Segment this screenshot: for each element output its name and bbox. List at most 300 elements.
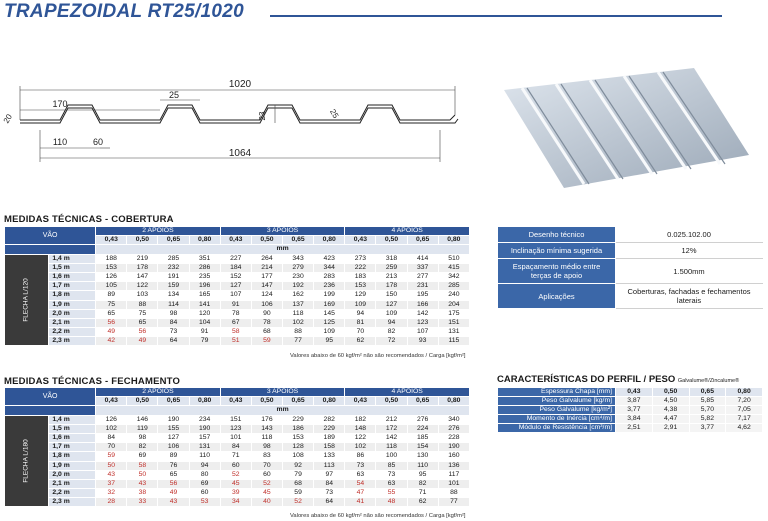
load-value: 166 [407,300,438,309]
load-value: 283 [314,272,345,281]
load-value: 214 [251,263,282,272]
flecha-text: FLECHA L/120 [22,278,30,322]
load-value: 42 [96,337,127,346]
fechamento-table [4,387,470,507]
load-value: 41 [345,498,376,507]
load-value: 110 [189,452,220,461]
thickness-cell: 0,65 [407,236,438,245]
load-value: 152 [220,272,251,281]
spec-key: Aplicações [498,284,616,309]
load-value: 153 [345,282,376,291]
load-value: 34 [220,498,251,507]
load-value: 110 [407,461,438,470]
load-value: 157 [189,433,220,442]
char-value: 7,17 [726,415,763,424]
load-value: 219 [127,254,158,263]
char-column: 0,43 [616,388,653,397]
supports-header: 3 APOIOS [220,227,345,236]
span-label: 1,4 m [49,415,96,424]
thickness-cell: 0,65 [407,397,438,406]
thickness-cell: 0,80 [189,397,220,406]
load-value: 81 [345,318,376,327]
span-label: 1,6 m [49,272,96,281]
characteristics-material: Galvalume®/Zincalume® [677,378,740,384]
load-value: 351 [189,254,220,263]
load-value: 285 [438,282,469,291]
load-value: 162 [283,291,314,300]
char-row [498,424,763,433]
load-value: 236 [314,282,345,291]
table-row [5,424,470,433]
load-value: 77 [283,337,314,346]
load-value: 53 [189,498,220,507]
char-column: 0,80 [726,388,763,397]
char-row [498,415,763,424]
load-value: 137 [283,300,314,309]
load-value: 98 [251,443,282,452]
supports-header: 4 APOIOS [345,227,470,236]
span-label: 1,8 m [49,452,96,461]
header-row [5,388,470,397]
supports-header: 3 APOIOS [220,388,345,397]
thickness-cell: 0,80 [438,397,469,406]
load-value: 279 [283,263,314,272]
load-value: 143 [251,424,282,433]
load-value: 56 [158,479,189,488]
load-value: 318 [376,254,407,263]
span-label: 1,6 m [49,433,96,442]
product-photo [494,60,760,194]
char-value: 5,82 [689,415,726,424]
char-label: Módulo de Resistência [cm³/m] [498,424,616,433]
load-value: 71 [407,489,438,498]
load-value: 73 [345,461,376,470]
load-value: 108 [283,452,314,461]
load-value: 199 [314,291,345,300]
thickness-cell: 0,50 [376,236,407,245]
table-row [5,470,470,479]
load-value: 77 [438,498,469,507]
char-row [498,406,763,415]
thickness-cell: 0,43 [96,397,127,406]
load-value: 114 [158,300,189,309]
load-value: 78 [220,309,251,318]
load-value: 147 [127,272,158,281]
load-value: 69 [189,479,220,488]
char-value: 3,87 [616,397,653,406]
load-value: 151 [438,318,469,327]
table-row [5,263,470,272]
fechamento-heading: MEDIDAS TÉCNICAS - FECHAMENTO [4,376,181,387]
load-value: 70 [96,443,127,452]
spec-row [498,227,763,243]
load-value: 178 [376,282,407,291]
load-value: 62 [407,498,438,507]
load-value: 123 [220,424,251,433]
span-label: 1,4 m [49,254,96,263]
load-value: 95 [407,470,438,479]
load-value: 45 [220,479,251,488]
load-value: 83 [251,452,282,461]
table-row [5,291,470,300]
thickness-cell: 0,65 [158,236,189,245]
flecha-text: FLECHA L/180 [22,439,30,483]
load-value: 103 [127,291,158,300]
load-value: 90 [251,309,282,318]
thickness-cell: 0,80 [438,236,469,245]
load-value: 101 [220,433,251,442]
load-value: 113 [314,461,345,470]
cobertura-note: Valores abaixo de 60 kgf/m² não são recomendados / Carga [kgf/m²] [290,353,466,359]
load-value: 148 [345,424,376,433]
load-value: 196 [189,282,220,291]
span-label: 2,1 m [49,479,96,488]
thickness-cell: 0,80 [314,236,345,245]
load-value: 94 [345,309,376,318]
load-value: 158 [314,443,345,452]
load-value: 93 [407,337,438,346]
load-value: 276 [407,415,438,424]
thickness-cell: 0,50 [376,397,407,406]
unit-row [5,406,470,415]
load-value: 100 [376,452,407,461]
load-value: 73 [376,470,407,479]
table-row [5,272,470,281]
thickness-cell: 0,65 [283,397,314,406]
load-value: 60 [251,470,282,479]
char-value: 3,77 [689,424,726,433]
load-value: 109 [376,309,407,318]
load-value: 190 [438,443,469,452]
load-value: 127 [376,300,407,309]
span-label: 2,2 m [49,328,96,337]
load-value: 222 [345,263,376,272]
load-value: 94 [376,318,407,327]
load-value: 59 [251,337,282,346]
load-value: 106 [158,443,189,452]
load-value: 73 [314,489,345,498]
load-value: 130 [407,452,438,461]
load-value: 55 [376,489,407,498]
load-value: 191 [158,272,189,281]
header-row [5,227,470,236]
load-value: 28 [96,498,127,507]
load-value: 286 [189,263,220,272]
load-value: 154 [407,443,438,452]
load-value: 142 [407,309,438,318]
load-value: 52 [283,498,314,507]
load-value: 190 [189,424,220,433]
load-value: 75 [127,309,158,318]
load-value: 415 [438,263,469,272]
load-value: 126 [96,272,127,281]
load-value: 60 [220,461,251,470]
load-value: 109 [345,300,376,309]
load-value: 177 [251,272,282,281]
profile-line [20,105,455,120]
char-value: 3,84 [616,415,653,424]
load-value: 48 [376,498,407,507]
load-value: 136 [438,461,469,470]
load-value: 122 [345,433,376,442]
load-value: 273 [345,254,376,263]
thickness-cell: 0,80 [314,397,345,406]
spec-key: Espaçamento médio entre terças de apoio [498,259,616,284]
load-value: 189 [314,433,345,442]
table-row [5,254,470,263]
spec-key: Desenho técnico [498,227,616,243]
load-value: 82 [376,328,407,337]
load-value: 50 [96,461,127,470]
load-value: 63 [376,479,407,488]
load-value: 337 [407,263,438,272]
thickness-cell: 0,43 [345,236,376,245]
table-row [5,498,470,507]
load-value: 85 [376,461,407,470]
load-value: 84 [314,479,345,488]
load-value: 277 [407,272,438,281]
load-value: 91 [220,300,251,309]
load-value: 65 [127,318,158,327]
thickness-cell: 0,43 [220,236,251,245]
load-value: 88 [438,489,469,498]
load-value: 70 [251,461,282,470]
load-value: 285 [158,254,189,263]
load-value: 79 [283,470,314,479]
load-value: 240 [438,291,469,300]
load-value: 276 [438,424,469,433]
supports-header: 2 APOIOS [96,227,221,236]
load-value: 134 [158,291,189,300]
span-label: 1,9 m [49,300,96,309]
load-value: 78 [251,318,282,327]
spec-table [497,226,763,309]
cobertura-table [4,226,470,346]
load-value: 106 [251,300,282,309]
load-value: 235 [189,272,220,281]
load-value: 63 [345,470,376,479]
flecha-label [5,415,49,507]
load-value: 56 [127,328,158,337]
load-value: 186 [283,424,314,433]
load-value: 141 [189,300,220,309]
vao-label: VÃO [5,227,96,245]
dim-60: 60 [92,137,104,147]
dim-1020: 1020 [228,79,252,90]
load-value: 104 [189,318,220,327]
load-value: 94 [189,461,220,470]
load-value: 67 [220,318,251,327]
load-value: 234 [189,415,220,424]
load-value: 127 [158,433,189,442]
unit-label: mm [96,245,470,254]
load-value: 43 [127,479,158,488]
load-value: 37 [96,479,127,488]
char-value: 4,50 [652,397,689,406]
load-value: 264 [251,254,282,263]
table-row [5,479,470,488]
load-value: 115 [438,337,469,346]
load-value: 60 [189,489,220,498]
char-value: 7,05 [726,406,763,415]
thickness-cell: 0,80 [189,236,220,245]
dim-25: 25 [168,90,180,100]
thickness-cell: 0,50 [127,236,158,245]
unit-label: mm [96,406,470,415]
load-value: 56 [96,318,127,327]
load-value: 178 [127,263,158,272]
table-row [5,415,470,424]
characteristics-heading [497,374,739,385]
load-value: 131 [438,328,469,337]
load-value: 107 [220,291,251,300]
supports-header: 4 APOIOS [345,388,470,397]
span-label: 2,0 m [49,309,96,318]
table-row [5,328,470,337]
load-value: 39 [220,489,251,498]
load-value: 88 [127,300,158,309]
load-value: 105 [96,282,127,291]
load-value: 230 [283,272,314,281]
load-value: 510 [438,254,469,263]
load-value: 70 [345,328,376,337]
load-value: 40 [251,498,282,507]
load-value: 213 [376,272,407,281]
dim-23: 23 [258,111,267,121]
thickness-cell: 0,43 [220,397,251,406]
title-rule [270,15,722,17]
load-value: 153 [283,433,314,442]
span-label: 2,2 m [49,489,96,498]
table-row [5,433,470,442]
load-value: 192 [283,282,314,291]
load-value: 107 [407,328,438,337]
load-value: 127 [220,282,251,291]
load-value: 82 [407,479,438,488]
load-value: 52 [251,479,282,488]
load-value: 65 [158,470,189,479]
thickness-cell: 0,50 [127,397,158,406]
load-value: 342 [438,272,469,281]
span-label: 2,1 m [49,318,96,327]
span-label: 1,5 m [49,424,96,433]
load-value: 117 [438,470,469,479]
thickness-cell: 0,65 [158,397,189,406]
load-value: 123 [407,318,438,327]
load-value: 340 [438,415,469,424]
span-label: 2,3 m [49,337,96,346]
char-header-label: Espessura Chapa [mm] [498,388,616,397]
spec-value: 12% [616,243,763,259]
char-header-row [498,388,763,397]
profile-drawing [0,70,480,170]
load-value: 160 [438,452,469,461]
load-value: 47 [345,489,376,498]
thickness-cell: 0,50 [251,236,282,245]
load-value: 125 [314,318,345,327]
load-value: 344 [314,263,345,272]
load-value: 86 [345,452,376,461]
load-value: 102 [345,443,376,452]
load-value: 102 [96,424,127,433]
load-value: 224 [407,424,438,433]
table-row [5,282,470,291]
load-value: 49 [158,489,189,498]
load-value: 50 [127,470,158,479]
load-value: 232 [158,263,189,272]
dim-20: 20 [1,112,14,125]
load-value: 84 [158,318,189,327]
span-label: 2,0 m [49,470,96,479]
load-value: 120 [189,309,220,318]
char-value: 4,38 [652,406,689,415]
load-value: 79 [189,337,220,346]
load-value: 59 [96,452,127,461]
load-value: 414 [407,254,438,263]
load-value: 52 [220,470,251,479]
load-value: 190 [158,415,189,424]
load-value: 128 [283,443,314,452]
char-label: Momento de Inércia [cm⁴/m] [498,415,616,424]
span-label: 1,7 m [49,282,96,291]
load-value: 118 [283,309,314,318]
thickness-cell: 0,43 [96,236,127,245]
load-value: 229 [283,415,314,424]
load-value: 32 [96,489,127,498]
unit-row [5,245,470,254]
unit-spacer [5,406,96,415]
dim-25-angle: 25 [328,107,341,120]
load-value: 184 [220,263,251,272]
load-value: 38 [127,489,158,498]
spec-value: Coberturas, fachadas e fechamentos laterais [616,284,763,309]
load-value: 423 [314,254,345,263]
load-value: 101 [438,479,469,488]
load-value: 118 [376,443,407,452]
dim-1064: 1064 [228,148,252,159]
load-value: 150 [376,291,407,300]
spec-value: 0.025.102.00 [616,227,763,243]
load-value: 43 [96,470,127,479]
load-value: 98 [127,433,158,442]
char-value: 4,47 [652,415,689,424]
load-value: 172 [376,424,407,433]
load-value: 49 [96,328,127,337]
char-row [498,397,763,406]
vao-label: VÃO [5,388,96,406]
unit-spacer [5,245,96,254]
table-row [5,300,470,309]
table-row [5,461,470,470]
cobertura-heading: MEDIDAS TÉCNICAS - COBERTURA [4,214,174,225]
spec-row [498,259,763,284]
load-value: 84 [220,443,251,452]
load-value: 169 [314,300,345,309]
load-value: 109 [314,328,345,337]
load-value: 69 [127,452,158,461]
char-value: 5,85 [689,397,726,406]
span-label: 2,3 m [49,498,96,507]
char-value: 7,20 [726,397,763,406]
load-value: 80 [189,470,220,479]
load-value: 92 [283,461,314,470]
table-row [5,318,470,327]
load-value: 91 [189,328,220,337]
flecha-label [5,254,49,346]
load-value: 176 [251,415,282,424]
load-value: 62 [345,337,376,346]
load-value: 65 [96,309,127,318]
